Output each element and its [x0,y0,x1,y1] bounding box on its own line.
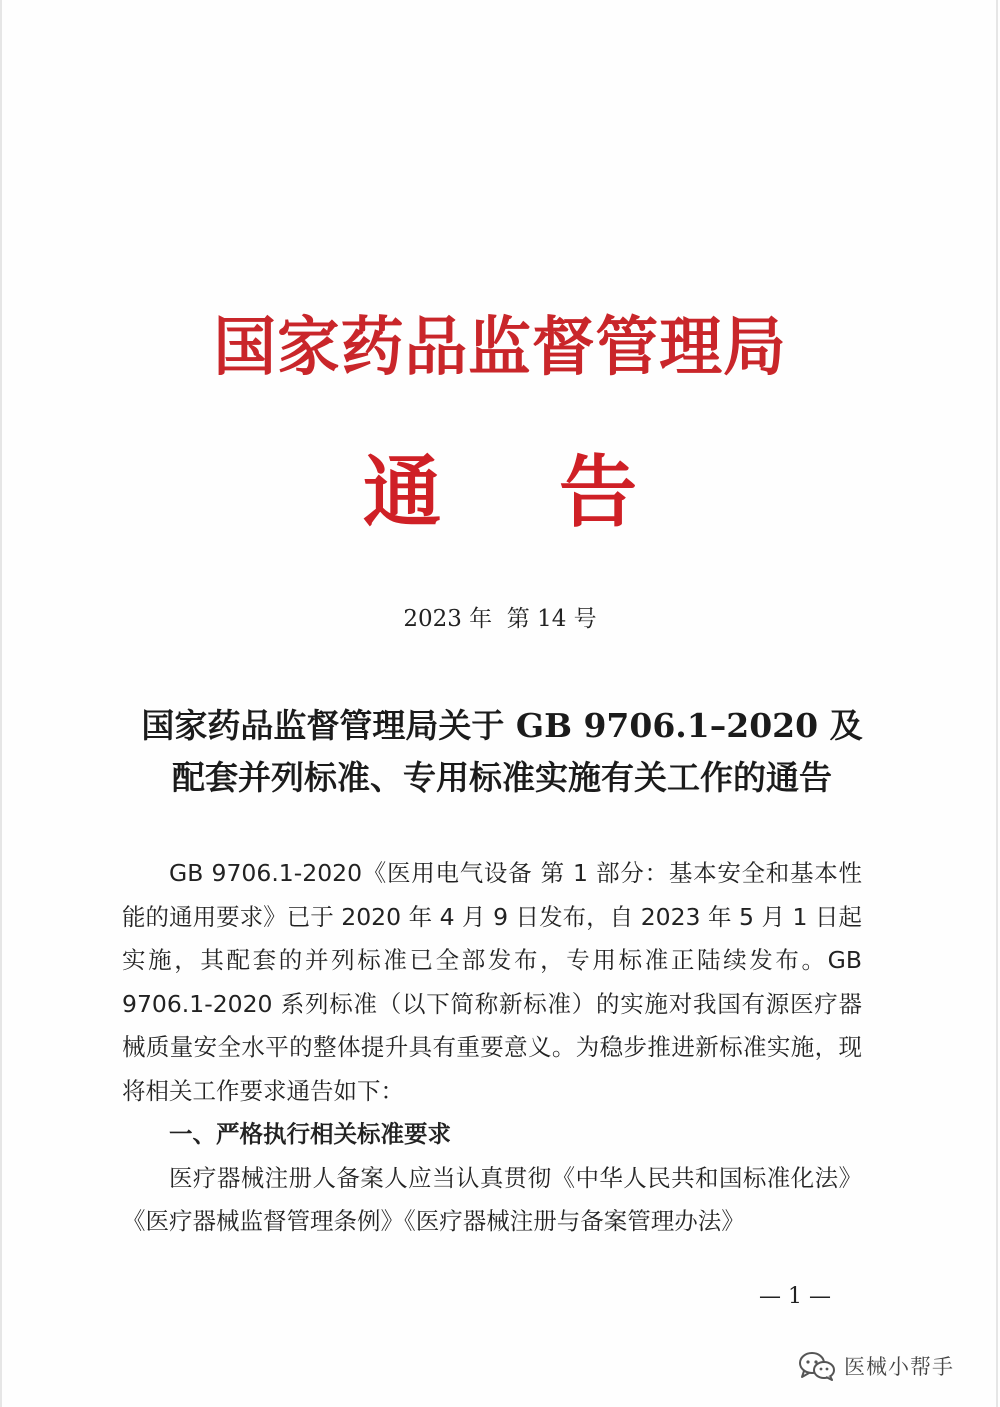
notice-char-2: 告 [559,447,638,538]
page-number: — 1 — [759,1284,831,1309]
body-paragraph-2: 医疗器械注册人备案人应当认真贯彻《中华人民共和国标准化法》《医疗器械监督管理条例》《医疗器械注册与备案管理办法》 [122,1163,862,1235]
notice-heading [0,430,1000,542]
watermark-text: 医械小帮手 [844,1355,954,1379]
section-heading-1: 一、严格执行相关标准要求 [169,1120,451,1148]
title-line-2: 配套并列标准、专用标准实施有关工作的通告 [172,758,832,797]
notice-char-1: 通 [363,447,442,538]
title-line-1: 国家药品监督管理局关于 GB 9706.1–2020 及 [141,706,863,745]
page-left-edge [0,0,2,1407]
watermark [798,1346,954,1386]
wechat-icon [798,1351,836,1381]
document-number: 2023 年 第 14 号 [403,606,597,632]
document-body [122,852,862,1244]
body-paragraph-1: GB 9706.1-2020《医用电气设备 第 1 部分：基本安全和基本性能的通用要求》已于 2020 年 4 月 9 日发布，自 2023 年 5 月 1 日起实施，其配套的并列标准已全部发布，专用标准正陆续发布。GB 9706.1-2020 系列标准（以下简称新标准）的实施对我国有源医疗器械质量安全水平的整体提升具有重要意义。为稳步推进新标准实施，现将相关工作要求通告如下： [122,859,862,1105]
document-title [122,700,882,804]
agency-name: 国家药品监督管理局 [213,310,787,385]
page-right-edge [996,0,998,1407]
